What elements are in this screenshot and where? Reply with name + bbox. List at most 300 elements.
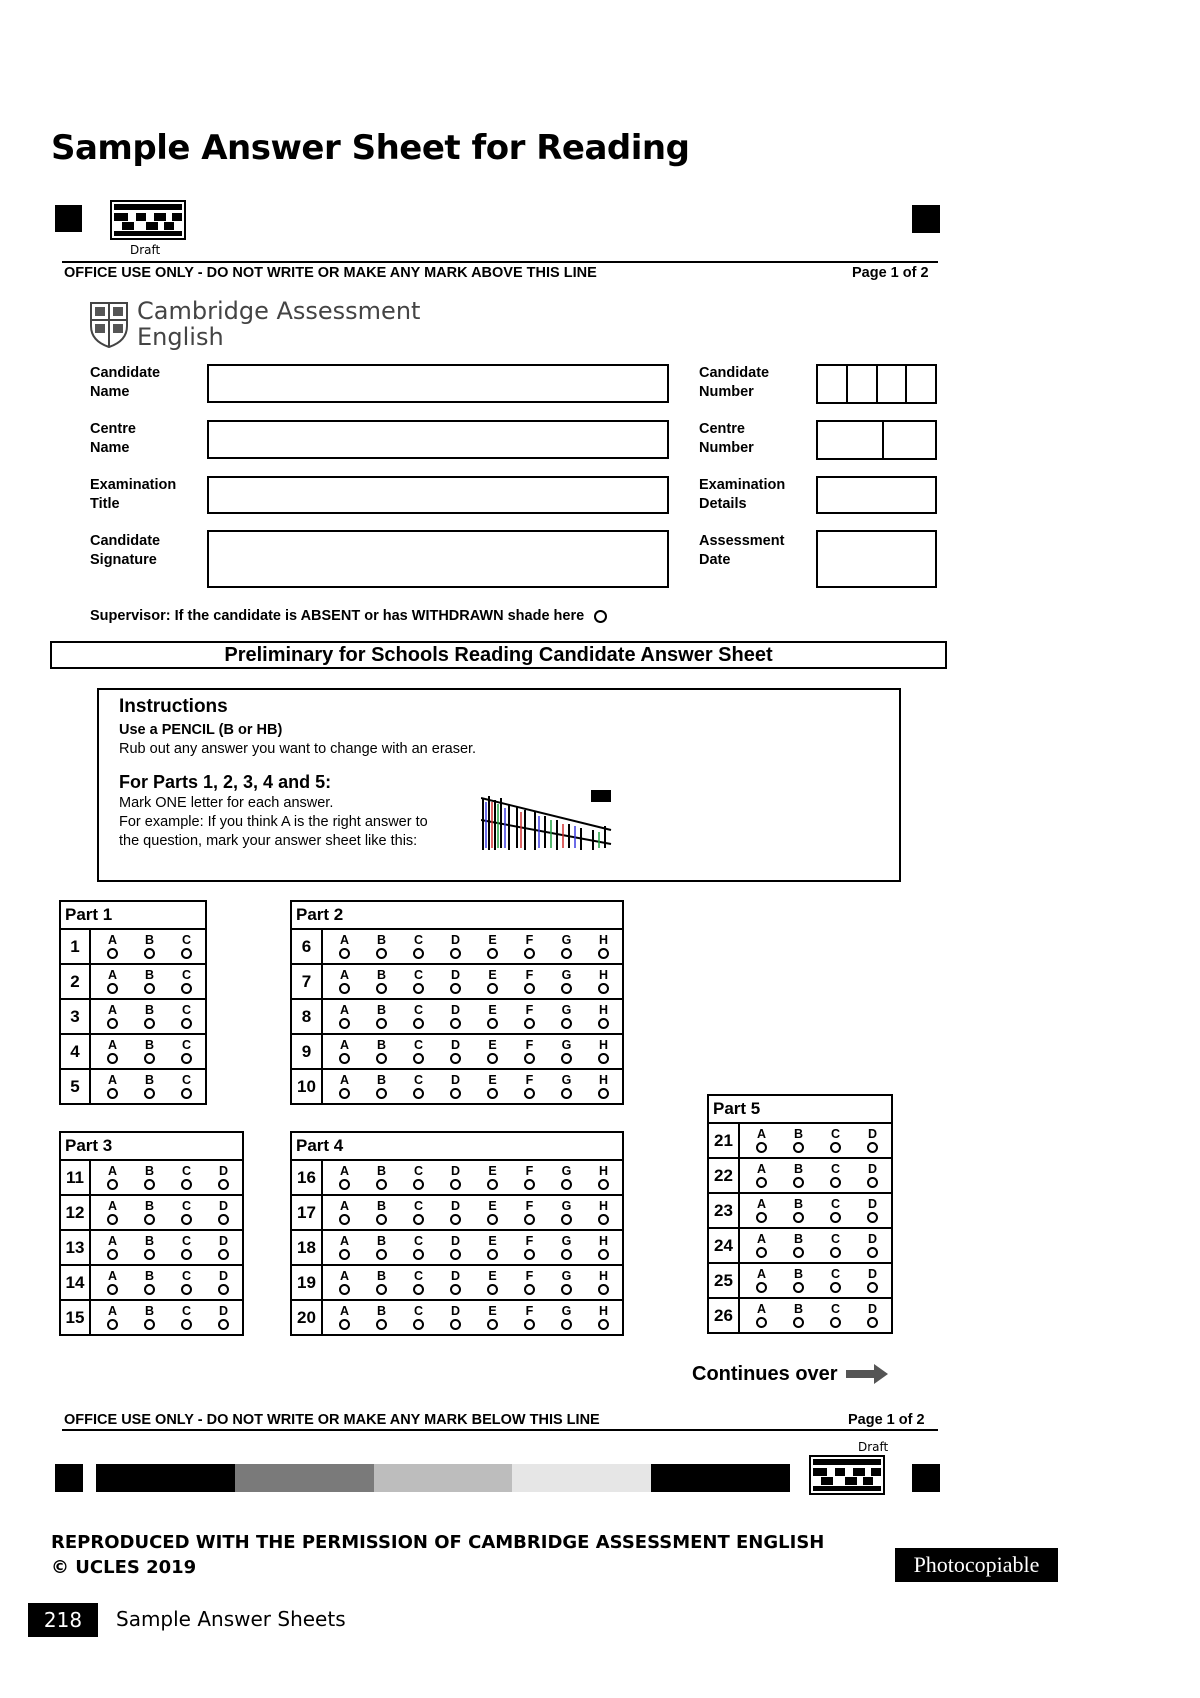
option-letter: H	[598, 1304, 609, 1318]
option-bubble[interactable]	[413, 983, 424, 994]
examination-title-field[interactable]	[207, 476, 669, 514]
option-letter: E	[488, 933, 497, 947]
option-bubble[interactable]	[756, 1247, 767, 1258]
option-bubble[interactable]	[181, 1249, 192, 1260]
option-bubble[interactable]	[376, 1284, 387, 1295]
option-bubble[interactable]	[598, 1179, 609, 1190]
digit-cell[interactable]	[878, 366, 908, 402]
option-bubble[interactable]	[793, 1212, 804, 1223]
part-2-heading: Part 2	[291, 901, 623, 929]
option-letter: B	[144, 933, 155, 947]
option-bubble[interactable]	[756, 1177, 767, 1188]
instructions-heading: Instructions	[119, 696, 228, 717]
option-bubble[interactable]	[487, 1053, 498, 1064]
option-bubble[interactable]	[181, 983, 192, 994]
part-3-grid	[59, 1131, 244, 1336]
option-bubble[interactable]	[376, 1214, 387, 1225]
option-bubble[interactable]	[524, 1319, 535, 1330]
option-letter: A	[107, 1199, 118, 1213]
option-bubble[interactable]	[450, 1053, 461, 1064]
option-letter: B	[144, 1269, 155, 1283]
option-bubble[interactable]	[413, 1214, 424, 1225]
option-bubble[interactable]	[450, 1214, 461, 1225]
option-bubble[interactable]	[830, 1212, 841, 1223]
option-bubble[interactable]	[413, 1053, 424, 1064]
option-bubble[interactable]	[107, 1319, 118, 1330]
calibration-swatch	[235, 1464, 374, 1492]
instructions-example-2: the question, mark your answer sheet like this:	[119, 833, 418, 849]
option-bubble[interactable]	[524, 948, 535, 959]
question-number: 20	[291, 1300, 322, 1335]
cambridge-crest-icon	[88, 300, 130, 348]
option-bubble[interactable]	[867, 1177, 878, 1188]
option-bubble[interactable]	[413, 1179, 424, 1190]
option-bubble[interactable]	[218, 1249, 229, 1260]
option-bubble[interactable]	[339, 1018, 350, 1029]
option-letter: A	[339, 1038, 350, 1052]
option-bubble[interactable]	[598, 1214, 609, 1225]
option-letter: E	[488, 1073, 497, 1087]
continues-over	[692, 1362, 890, 1386]
option-bubble[interactable]	[561, 1249, 572, 1260]
option-bubble[interactable]	[107, 1249, 118, 1260]
continues-text: Continues over	[692, 1362, 838, 1385]
registration-mark	[912, 1464, 940, 1492]
option-letter: D	[450, 1073, 461, 1087]
question-number: 7	[291, 964, 322, 999]
option-bubble[interactable]	[830, 1177, 841, 1188]
option-letter: G	[561, 1038, 572, 1052]
option-letter: H	[598, 1234, 609, 1248]
digit-cell[interactable]	[818, 366, 848, 402]
option-bubble[interactable]	[376, 948, 387, 959]
question-number: 19	[291, 1265, 322, 1300]
option-letter: A	[107, 1003, 118, 1017]
centre-number-field[interactable]	[816, 420, 937, 460]
option-bubble[interactable]	[339, 1053, 350, 1064]
option-letter: D	[450, 1164, 461, 1178]
option-bubble[interactable]	[598, 1053, 609, 1064]
option-letter: B	[793, 1267, 804, 1281]
instructions-parts-heading: For Parts 1, 2, 3, 4 and 5:	[119, 772, 332, 792]
answer-row	[708, 1228, 892, 1263]
option-letter: G	[561, 933, 572, 947]
answer-row	[291, 999, 623, 1034]
option-letter: F	[525, 933, 534, 947]
instructions-example-1: For example: If you think A is the right answer to	[119, 814, 428, 830]
option-letter: B	[793, 1162, 804, 1176]
option-bubble[interactable]	[487, 983, 498, 994]
option-bubble[interactable]	[339, 1088, 350, 1099]
answer-row	[291, 1230, 623, 1265]
option-bubble[interactable]	[598, 983, 609, 994]
option-letter: B	[376, 1164, 387, 1178]
option-bubble[interactable]	[376, 1053, 387, 1064]
option-letter: C	[181, 933, 192, 947]
option-bubble[interactable]	[793, 1282, 804, 1293]
option-letter: F	[525, 1269, 534, 1283]
option-bubble[interactable]	[524, 1088, 535, 1099]
option-bubble[interactable]	[181, 1018, 192, 1029]
option-bubble[interactable]	[144, 1053, 155, 1064]
option-bubble[interactable]	[598, 948, 609, 959]
permission-notice: REPRODUCED WITH THE PERMISSION OF CAMBRIDGE ASSESSMENT ENGLISH	[51, 1532, 825, 1553]
part-3-heading: Part 3	[60, 1132, 243, 1160]
answer-row	[60, 964, 206, 999]
option-letter: H	[598, 933, 609, 947]
answer-row	[291, 1265, 623, 1300]
option-bubble[interactable]	[487, 1319, 498, 1330]
option-bubble[interactable]	[450, 1179, 461, 1190]
option-letter: C	[413, 1164, 424, 1178]
candidate-name-field[interactable]	[207, 364, 669, 403]
option-letter: C	[413, 933, 424, 947]
absent-bubble[interactable]	[594, 610, 607, 623]
candidate-signature-field[interactable]	[207, 530, 669, 588]
option-letter: E	[488, 1304, 497, 1318]
option-letter: H	[598, 1073, 609, 1087]
label-line: Candidate	[699, 365, 770, 381]
label-line: Candidate	[90, 533, 161, 549]
option-letter: B	[793, 1232, 804, 1246]
option-letter: C	[181, 1038, 192, 1052]
instructions-box	[97, 688, 901, 882]
option-bubble[interactable]	[218, 1179, 229, 1190]
option-letter: F	[525, 1164, 534, 1178]
option-bubble[interactable]	[181, 1214, 192, 1225]
question-number: 23	[708, 1193, 739, 1228]
question-number: 14	[60, 1265, 90, 1300]
option-bubble[interactable]	[487, 1284, 498, 1295]
option-letter: B	[376, 1269, 387, 1283]
option-letter: A	[339, 1073, 350, 1087]
option-bubble[interactable]	[561, 1284, 572, 1295]
option-bubble[interactable]	[144, 1284, 155, 1295]
option-bubble[interactable]	[339, 948, 350, 959]
option-letter: D	[450, 1269, 461, 1283]
calibration-strip	[96, 1464, 790, 1492]
option-letter: B	[793, 1302, 804, 1316]
option-bubble[interactable]	[524, 1053, 535, 1064]
centre-name-field[interactable]	[207, 420, 669, 459]
option-bubble[interactable]	[756, 1282, 767, 1293]
label-line: Title	[90, 496, 120, 512]
option-bubble[interactable]	[144, 948, 155, 959]
option-letter: C	[413, 1003, 424, 1017]
digit-cell[interactable]	[907, 366, 935, 402]
centre-number-cell[interactable]	[884, 422, 935, 458]
option-letter: C	[181, 1234, 192, 1248]
option-bubble[interactable]	[376, 983, 387, 994]
option-letter: D	[218, 1234, 229, 1248]
option-bubble[interactable]	[756, 1212, 767, 1223]
option-bubble[interactable]	[107, 948, 118, 959]
option-bubble[interactable]	[339, 983, 350, 994]
option-bubble[interactable]	[561, 1214, 572, 1225]
option-bubble[interactable]	[598, 1088, 609, 1099]
option-letter: B	[144, 968, 155, 982]
option-bubble[interactable]	[144, 1319, 155, 1330]
option-bubble[interactable]	[413, 1319, 424, 1330]
candidate-number-label	[699, 364, 769, 402]
option-bubble[interactable]	[144, 1179, 155, 1190]
question-number: 3	[60, 999, 90, 1034]
part-2-grid	[290, 900, 624, 1105]
option-bubble[interactable]	[218, 1284, 229, 1295]
option-letter: H	[598, 968, 609, 982]
option-letter: E	[488, 1003, 497, 1017]
option-bubble[interactable]	[830, 1247, 841, 1258]
answer-row	[60, 1034, 206, 1069]
option-letter: C	[181, 1003, 192, 1017]
option-bubble[interactable]	[181, 1088, 192, 1099]
digit-cell[interactable]	[848, 366, 878, 402]
answer-row	[708, 1263, 892, 1298]
option-bubble[interactable]	[450, 1284, 461, 1295]
office-use-bottom: OFFICE USE ONLY - DO NOT WRITE OR MAKE ANY MARK BELOW THIS LINE	[64, 1412, 600, 1428]
option-bubble[interactable]	[339, 1249, 350, 1260]
option-bubble[interactable]	[107, 1214, 118, 1225]
option-bubble[interactable]	[598, 1018, 609, 1029]
assessment-date-field[interactable]	[816, 530, 937, 588]
label-line: Centre	[699, 421, 745, 437]
option-letter: A	[339, 1269, 350, 1283]
option-bubble[interactable]	[524, 1018, 535, 1029]
part-1-heading: Part 1	[60, 901, 206, 929]
option-letter: A	[107, 1269, 118, 1283]
option-letter: F	[525, 1234, 534, 1248]
registration-mark	[55, 205, 82, 232]
option-letter: F	[525, 1304, 534, 1318]
registration-mark	[912, 205, 940, 233]
option-bubble[interactable]	[450, 948, 461, 959]
option-letter: C	[830, 1197, 841, 1211]
centre-number-cell[interactable]	[818, 422, 884, 458]
option-letter: C	[830, 1127, 841, 1141]
answer-row	[60, 999, 206, 1034]
option-bubble[interactable]	[218, 1214, 229, 1225]
option-bubble[interactable]	[339, 1319, 350, 1330]
answer-row	[291, 1069, 623, 1104]
option-bubble[interactable]	[339, 1179, 350, 1190]
option-letter: C	[830, 1267, 841, 1281]
instructions-rubout: Rub out any answer you want to change with an eraser.	[119, 741, 477, 757]
answer-row	[60, 1069, 206, 1104]
label-line: Details	[699, 496, 747, 512]
option-bubble[interactable]	[867, 1282, 878, 1293]
registration-mark	[55, 1464, 83, 1492]
option-letter: F	[525, 1003, 534, 1017]
option-bubble[interactable]	[793, 1177, 804, 1188]
option-letter: F	[525, 968, 534, 982]
option-bubble[interactable]	[181, 948, 192, 959]
option-bubble[interactable]	[487, 1249, 498, 1260]
option-bubble[interactable]	[867, 1317, 878, 1328]
examination-details-field[interactable]	[816, 476, 937, 514]
option-bubble[interactable]	[756, 1142, 767, 1153]
option-letter: C	[413, 1199, 424, 1213]
option-bubble[interactable]	[450, 1088, 461, 1099]
page-title: Sample Answer Sheet for Reading	[51, 128, 690, 168]
option-letter: B	[376, 1038, 387, 1052]
option-bubble[interactable]	[376, 1088, 387, 1099]
option-bubble[interactable]	[450, 1249, 461, 1260]
option-letter: E	[488, 968, 497, 982]
option-bubble[interactable]	[830, 1317, 841, 1328]
option-bubble[interactable]	[144, 1249, 155, 1260]
option-letter: A	[339, 1304, 350, 1318]
option-letter: D	[867, 1162, 878, 1176]
option-bubble[interactable]	[524, 1179, 535, 1190]
centre-number-label	[699, 420, 754, 458]
option-bubble[interactable]	[487, 1088, 498, 1099]
option-letter: G	[561, 968, 572, 982]
answer-row	[708, 1123, 892, 1158]
option-bubble[interactable]	[561, 1319, 572, 1330]
answer-row	[291, 1034, 623, 1069]
option-letter: D	[218, 1199, 229, 1213]
option-bubble[interactable]	[107, 1018, 118, 1029]
option-letter: E	[488, 1199, 497, 1213]
option-bubble[interactable]	[413, 1088, 424, 1099]
option-letter: D	[450, 1038, 461, 1052]
option-bubble[interactable]	[376, 1319, 387, 1330]
option-bubble[interactable]	[181, 1284, 192, 1295]
option-bubble[interactable]	[376, 1018, 387, 1029]
option-bubble[interactable]	[487, 1179, 498, 1190]
option-letter: A	[107, 1073, 118, 1087]
option-bubble[interactable]	[524, 1214, 535, 1225]
option-bubble[interactable]	[413, 1018, 424, 1029]
supervisor-text: Supervisor: If the candidate is ABSENT or has WITHDRAWN shade here	[90, 608, 585, 624]
option-letter: A	[107, 1234, 118, 1248]
office-use-top: OFFICE USE ONLY - DO NOT WRITE OR MAKE ANY MARK ABOVE THIS LINE	[64, 265, 597, 281]
question-number: 12	[60, 1195, 90, 1230]
option-bubble[interactable]	[450, 1018, 461, 1029]
option-bubble[interactable]	[487, 1018, 498, 1029]
option-bubble[interactable]	[524, 1284, 535, 1295]
option-bubble[interactable]	[450, 983, 461, 994]
option-bubble[interactable]	[144, 1214, 155, 1225]
option-bubble[interactable]	[524, 1249, 535, 1260]
option-letter: B	[376, 933, 387, 947]
option-letter: E	[488, 1038, 497, 1052]
option-bubble[interactable]	[107, 983, 118, 994]
option-bubble[interactable]	[413, 1249, 424, 1260]
option-letter: G	[561, 1269, 572, 1283]
answer-row	[60, 1300, 243, 1335]
option-bubble[interactable]	[487, 948, 498, 959]
question-number: 17	[291, 1195, 322, 1230]
option-bubble[interactable]	[561, 983, 572, 994]
question-number: 10	[291, 1069, 322, 1104]
option-bubble[interactable]	[561, 1088, 572, 1099]
option-letter: D	[218, 1304, 229, 1318]
option-bubble[interactable]	[376, 1249, 387, 1260]
option-bubble[interactable]	[487, 1214, 498, 1225]
label-line: Name	[90, 440, 130, 456]
option-bubble[interactable]	[107, 1284, 118, 1295]
option-letter: A	[756, 1127, 767, 1141]
option-bubble[interactable]	[339, 1214, 350, 1225]
option-bubble[interactable]	[598, 1249, 609, 1260]
answer-row	[60, 929, 206, 964]
label-line: Date	[699, 552, 731, 568]
option-bubble[interactable]	[793, 1247, 804, 1258]
part-5-grid	[707, 1094, 893, 1334]
option-bubble[interactable]	[561, 948, 572, 959]
option-letter: G	[561, 1073, 572, 1087]
option-bubble[interactable]	[376, 1179, 387, 1190]
option-letter: H	[598, 1199, 609, 1213]
calibration-swatch	[651, 1464, 790, 1492]
question-number: 2	[60, 964, 90, 999]
question-number: 18	[291, 1230, 322, 1265]
option-letter: D	[867, 1302, 878, 1316]
option-bubble[interactable]	[598, 1284, 609, 1295]
option-bubble[interactable]	[181, 1053, 192, 1064]
option-bubble[interactable]	[450, 1319, 461, 1330]
option-bubble[interactable]	[339, 1284, 350, 1295]
calibration-swatch	[512, 1464, 651, 1492]
candidate-number-field[interactable]	[816, 364, 937, 404]
option-bubble[interactable]	[561, 1018, 572, 1029]
option-bubble[interactable]	[218, 1319, 229, 1330]
option-letter: H	[598, 1003, 609, 1017]
question-number: 4	[60, 1034, 90, 1069]
option-letter: D	[450, 1234, 461, 1248]
option-bubble[interactable]	[181, 1319, 192, 1330]
option-letter: D	[450, 1003, 461, 1017]
option-bubble[interactable]	[144, 1018, 155, 1029]
option-letter: E	[488, 1234, 497, 1248]
option-bubble[interactable]	[524, 983, 535, 994]
draft-label-bottom: Draft	[858, 1440, 889, 1454]
option-bubble[interactable]	[561, 1053, 572, 1064]
option-bubble[interactable]	[793, 1142, 804, 1153]
option-letter: H	[598, 1038, 609, 1052]
option-letter: C	[413, 1038, 424, 1052]
option-bubble[interactable]	[793, 1317, 804, 1328]
option-bubble[interactable]	[107, 1088, 118, 1099]
option-bubble[interactable]	[756, 1317, 767, 1328]
option-bubble[interactable]	[107, 1053, 118, 1064]
option-bubble[interactable]	[181, 1179, 192, 1190]
option-bubble[interactable]	[830, 1142, 841, 1153]
option-letter: D	[450, 1199, 461, 1213]
option-bubble[interactable]	[830, 1282, 841, 1293]
option-bubble[interactable]	[144, 983, 155, 994]
option-bubble[interactable]	[598, 1319, 609, 1330]
question-number: 22	[708, 1158, 739, 1193]
option-letter: B	[376, 968, 387, 982]
option-bubble[interactable]	[867, 1247, 878, 1258]
option-letter: C	[413, 1269, 424, 1283]
option-bubble[interactable]	[413, 1284, 424, 1295]
option-letter: C	[181, 1164, 192, 1178]
option-bubble[interactable]	[144, 1088, 155, 1099]
option-letter: C	[413, 968, 424, 982]
centre-name-label	[90, 420, 136, 458]
option-letter: D	[867, 1197, 878, 1211]
option-bubble[interactable]	[561, 1179, 572, 1190]
option-letter: C	[181, 968, 192, 982]
option-bubble[interactable]	[107, 1179, 118, 1190]
option-bubble[interactable]	[867, 1142, 878, 1153]
option-letter: A	[107, 1164, 118, 1178]
option-bubble[interactable]	[413, 948, 424, 959]
option-bubble[interactable]	[867, 1212, 878, 1223]
